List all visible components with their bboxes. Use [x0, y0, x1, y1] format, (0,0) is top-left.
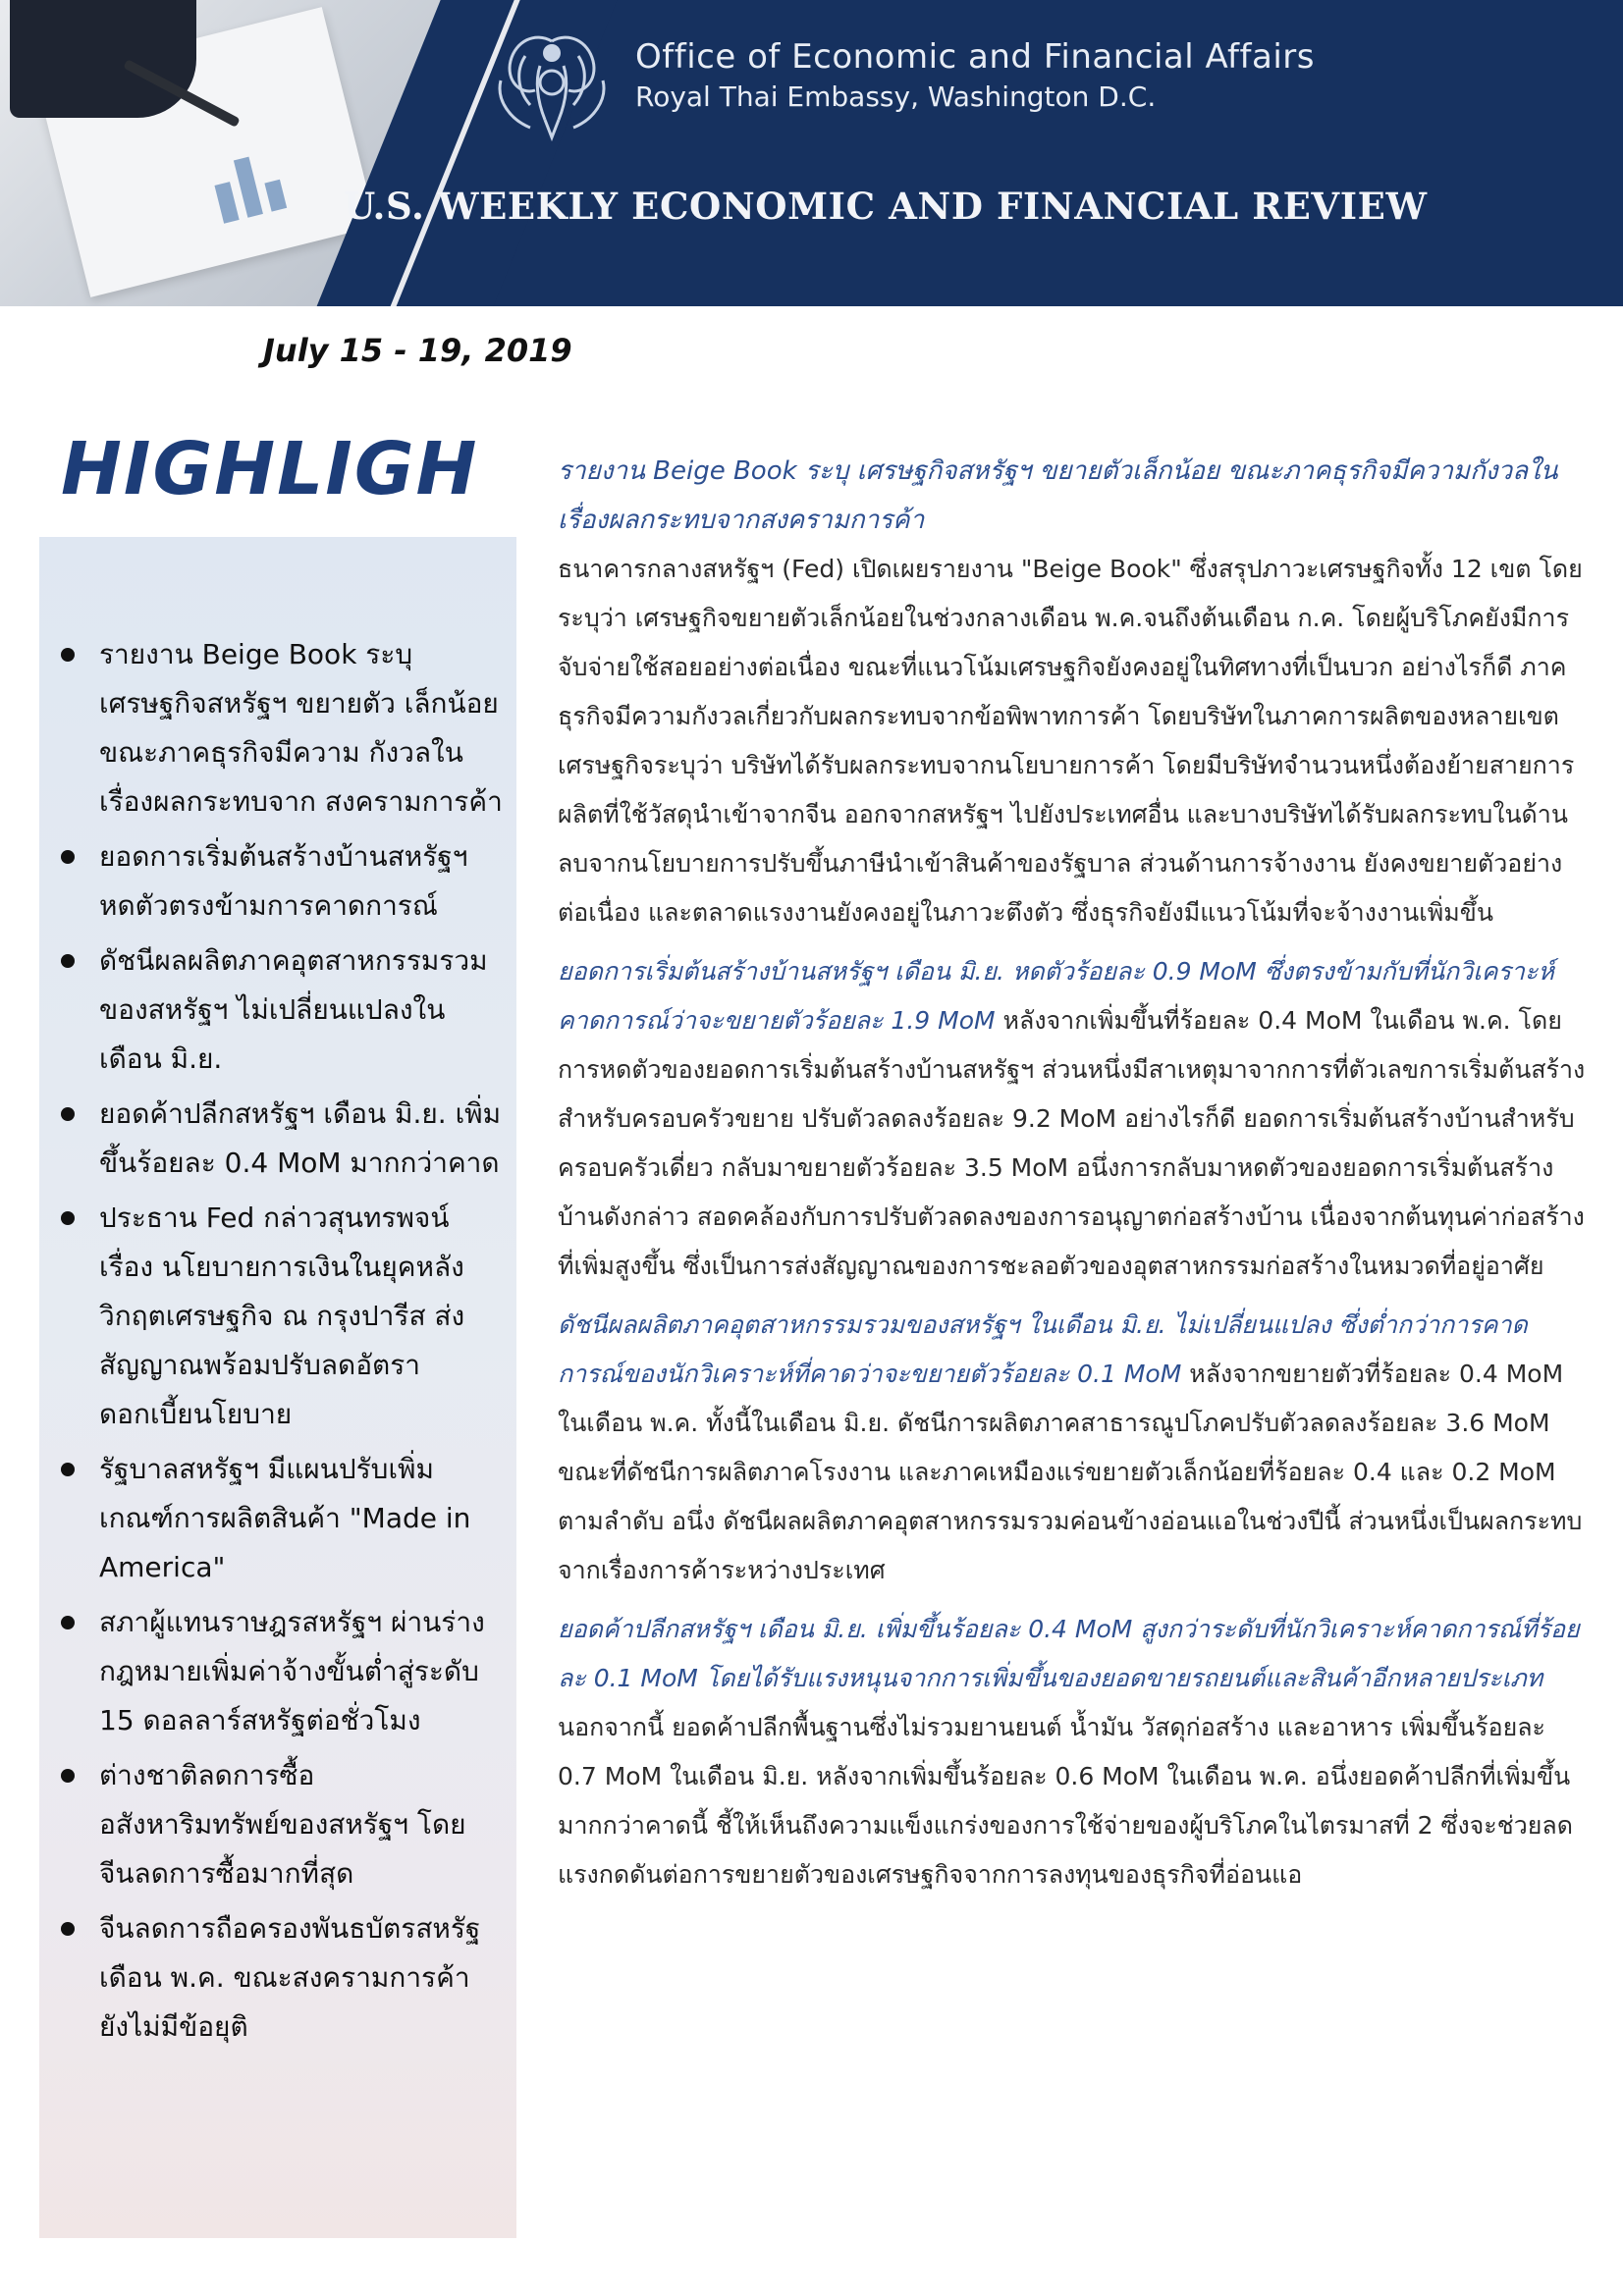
bullet-icon: [61, 1463, 75, 1476]
article-lead: ดัชนีผลผลิตภาคอุตสาหกรรมรวมของสหรัฐฯ ในเดือน มิ.ย. ไม่เปลี่ยนแปลง ซึ่งต่ำกว่าการคาดการณ์ของนักวิเคราะห์ที่คาดว่าจะขยายตัวร้อยละ 0.1 MoM: [558, 1310, 1528, 1388]
highlight-text: จีนลดการถือครองพันธบัตรสหรัฐ เดือน พ.ค. ขณะสงครามการค้า ยังไม่มีข้อยุติ: [99, 1912, 481, 2043]
highlight-text: ยอดการเริ่มต้นสร้างบ้านสหรัฐฯ หดตัวตรงข้ามการคาดการณ์: [99, 840, 468, 922]
report-date: July 15 - 19, 2019: [263, 332, 572, 369]
article-lead: ยอดการเริ่มต้นสร้างบ้านสหรัฐฯ เดือน มิ.ย. หดตัวร้อยละ 0.9 MoM ซึ่งตรงข้ามกับที่นักวิเคราะห์คาดการณ์ว่าจะขยายตัวร้อยละ 1.9 MoM: [558, 957, 1554, 1035]
article-body: หลังจากขยายตัวที่ร้อยละ 0.4 MoM ในเดือน พ.ค. ทั้งนี้ในเดือน มิ.ย. ดัชนีการผลิตภาคสาธารณูปโภคปรับตัวลดลงร้อยละ 3.6 MoM ขณะที่ดัชนีการผลิตภาคโรงงาน และภาคเหมืองแร่ขยายตัวเล็กน้อยที่ร้อยละ 0.4 และ 0.2 MoM ตามลำดับ อนึ่ง ดัชนีผลผลิตภาคอุตสาหกรรมรวมค่อนข้างอ่อนแอในช่วงปีนี้ ส่วนหนึ่งเป็นผลกระทบจากเรื่องการค้าระหว่างประเทศ: [558, 1360, 1583, 1584]
review-title: U.S. WEEKLY ECONOMIC AND FINANCIAL REVIEW: [344, 185, 1428, 228]
highlight-item: [61, 1194, 503, 1439]
highlight-text: รัฐบาลสหรัฐฯ มีแผนปรับเพิ่ม เกณฑ์การผลิตสินค้า "Made in America": [99, 1453, 471, 1583]
highlight-item: [61, 936, 503, 1084]
highlight-item: [61, 832, 503, 931]
highlight-text: สภาผู้แทนราษฎรสหรัฐฯ ผ่านร่าง กฎหมายเพิ่มค่าจ้างขั้นต่ำสู่ระดับ 15 ดอลลาร์สหรัฐต่อชั่วโมง: [99, 1606, 485, 1736]
highlight-text: ยอดค้าปลีกสหรัฐฯ เดือน มิ.ย. เพิ่มขึ้นร้อยละ 0.4 MoM มากกว่าคาด: [99, 1097, 502, 1179]
highlight-item: [61, 630, 503, 827]
bullet-icon: [61, 1616, 75, 1629]
bullet-icon: [61, 1922, 75, 1936]
articles-column: [558, 447, 1589, 1909]
highlight-text: ประธาน Fed กล่าวสุนทรพจน์ เรื่อง นโยบายการเงินในยุคหลัง วิกฤตเศรษฐกิจ ณ กรุงปารีส ส่ง สัญญาณพร้อมปรับลดอัตรา ดอกเบี้ยนโยบาย: [99, 1201, 465, 1430]
highlight-item: [61, 1445, 503, 1592]
article-body: ธนาคารกลางสหรัฐฯ (Fed) เปิดเผยรายงาน "Beige Book" ซึ่งสรุปภาวะเศรษฐกิจทั้ง 12 เขต โดยระบุว่า เศรษฐกิจขยายตัวเล็กน้อยในช่วงกลางเดือน พ.ค.จนถึงต้นเดือน ก.ค. โดยผู้บริโภคยังมีการจับจ่ายใช้สอยอย่างต่อเนื่อง ขณะที่แนวโน้มเศรษฐกิจยังคงอยู่ในทิศทางที่เป็นบวก อย่างไรก็ดี ภาคธุรกิจมีความกังวลเกี่ยวกับผลกระทบจากข้อพิพาทการค้า โดยบริษัทในภาคการผลิตของหลายเขตเศรษฐกิจระบุว่า บริษัทได้รับผลกระทบจากนโยบายการค้า โดยมีบริษัทจำนวนหนึ่งต้องย้ายสายการผลิตที่ใช้วัสดุนำเข้าจากจีน ออกจากสหรัฐฯ ไปยังประเทศอื่น และบางบริษัทได้รับผลกระทบในด้านลบจากนโยบายการปรับขึ้นภาษีนำเข้าสินค้าของรัฐบาล ส่วนด้านการจ้างงาน ยังคงขยายตัวอย่างต่อเนื่อง และตลาดแรงงานยังคงอยู่ในภาวะตึงตัว ซึ่งธุรกิจยังมีแนวโน้มที่จะจ้างงานเพิ่มขึ้น: [558, 555, 1583, 927]
article-paragraph: [558, 1301, 1589, 1595]
header-banner: [0, 0, 1623, 306]
article-industrial-production: [558, 1301, 1589, 1595]
article-body: หลังจากเพิ่มขึ้นที่ร้อยละ 0.4 MoM ในเดือน พ.ค. โดยการหดตัวของยอดการเริ่มต้นสร้างบ้านสหรัฐฯ ส่วนหนึ่งมีสาเหตุมาจากการที่ตัวเลขการเริ่มต้นสร้างสำหรับครอบครัวขยาย ปรับตัวลดลงร้อยละ 9.2 MoM อย่างไรก็ดี ยอดการเริ่มต้นสร้างบ้านสำหรับครอบครัวเดี่ยว กลับมาขยายตัวร้อยละ 3.5 MoM อนึ่งการกลับมาหดตัวของยอดการเริ่มต้นสร้างบ้านดังกล่าว สอดคล้องกับการปรับตัวลดลงของการอนุญาตก่อสร้างบ้าน เนื่องจากต้นทุนค่าก่อสร้างที่เพิ่มสูงขึ้น ซึ่งเป็นการส่งสัญญาณของการชะลอตัวของอุตสาหกรรมก่อสร้างในหมวดที่อยู่อาศัย: [558, 1006, 1586, 1280]
highlight-heading: HIGHLIGH: [61, 427, 479, 511]
embassy-name: Royal Thai Embassy, Washington D.C.: [635, 80, 1157, 113]
article-paragraph: [558, 947, 1589, 1291]
article-retail-sales: [558, 1605, 1589, 1899]
highlights-list: [61, 630, 503, 2057]
bullet-icon: [61, 648, 75, 662]
highlight-text: ต่างชาติลดการซื้อ อสังหาริมทรัพย์ของสหรัฐฯ โดย จีนลดการซื้อมากที่สุด: [99, 1759, 466, 1890]
article-lead: ยอดค้าปลีกสหรัฐฯ เดือน มิ.ย. เพิ่มขึ้นร้อยละ 0.4 MoM สูงกว่าระดับที่นักวิเคราะห์คาดการณ์ที่ร้อยละ 0.1 MoM โดยได้รับแรงหนุนจากการเพิ่มขึ้นของยอดขายรถยนต์และสินค้าอีกหลายประเภท: [558, 1615, 1580, 1692]
article-beige-book: [558, 447, 1589, 937]
article-paragraph: [558, 1605, 1589, 1899]
highlight-item: [61, 1751, 503, 1898]
highlight-item: [61, 1904, 503, 2052]
highlight-item: [61, 1598, 503, 1745]
article-housing-starts: [558, 947, 1589, 1291]
bullet-icon: [61, 1769, 75, 1783]
bullet-icon: [61, 954, 75, 968]
office-name: Office of Economic and Financial Affairs: [635, 37, 1315, 77]
bullet-icon: [61, 850, 75, 864]
bullet-icon: [61, 1211, 75, 1225]
bullet-icon: [61, 1107, 75, 1121]
garuda-emblem-icon: [486, 22, 619, 149]
highlight-text: รายงาน Beige Book ระบุ เศรษฐกิจสหรัฐฯ ขยายตัว เล็กน้อย ขณะภาคธุรกิจมีความ กังวลในเรื่องผลกระทบจาก สงครามการค้า: [99, 638, 503, 818]
article-body: นอกจากนี้ ยอดค้าปลีกพื้นฐานซึ่งไม่รวมยานยนต์ น้ำมัน วัสดุก่อสร้าง และอาหาร เพิ่มขึ้นร้อยละ 0.7 MoM ในเดือน มิ.ย. หลังจากเพิ่มขึ้นร้อยละ 0.6 MoM ในเดือน พ.ค. อนึ่งยอดค้าปลีกที่เพิ่มขึ้นมากกว่าคาดนี้ ชี้ให้เห็นถึงความแข็งแกร่งของการใช้จ่ายของผู้บริโภคในไตรมาสที่ 2 ซึ่งจะช่วยลดแรงกดดันต่อการขยายตัวของเศรษฐกิจจากการลงทุนของธุรกิจที่อ่อนแอ: [558, 1713, 1573, 1889]
highlight-item: [61, 1090, 503, 1188]
highlight-text: ดัชนีผลผลิตภาคอุตสาหกรรมรวม ของสหรัฐฯ ไม่เปลี่ยนแปลงใน เดือน มิ.ย.: [99, 944, 488, 1075]
hand-image: [10, 0, 196, 118]
article-title: รายงาน Beige Book ระบุ เศรษฐกิจสหรัฐฯ ขยายตัวเล็กน้อย ขณะภาคธุรกิจมีความกังวลในเรื่องผลกระทบจากสงครามการค้า: [558, 456, 1558, 535]
highlights-sidebar: [39, 537, 516, 2238]
